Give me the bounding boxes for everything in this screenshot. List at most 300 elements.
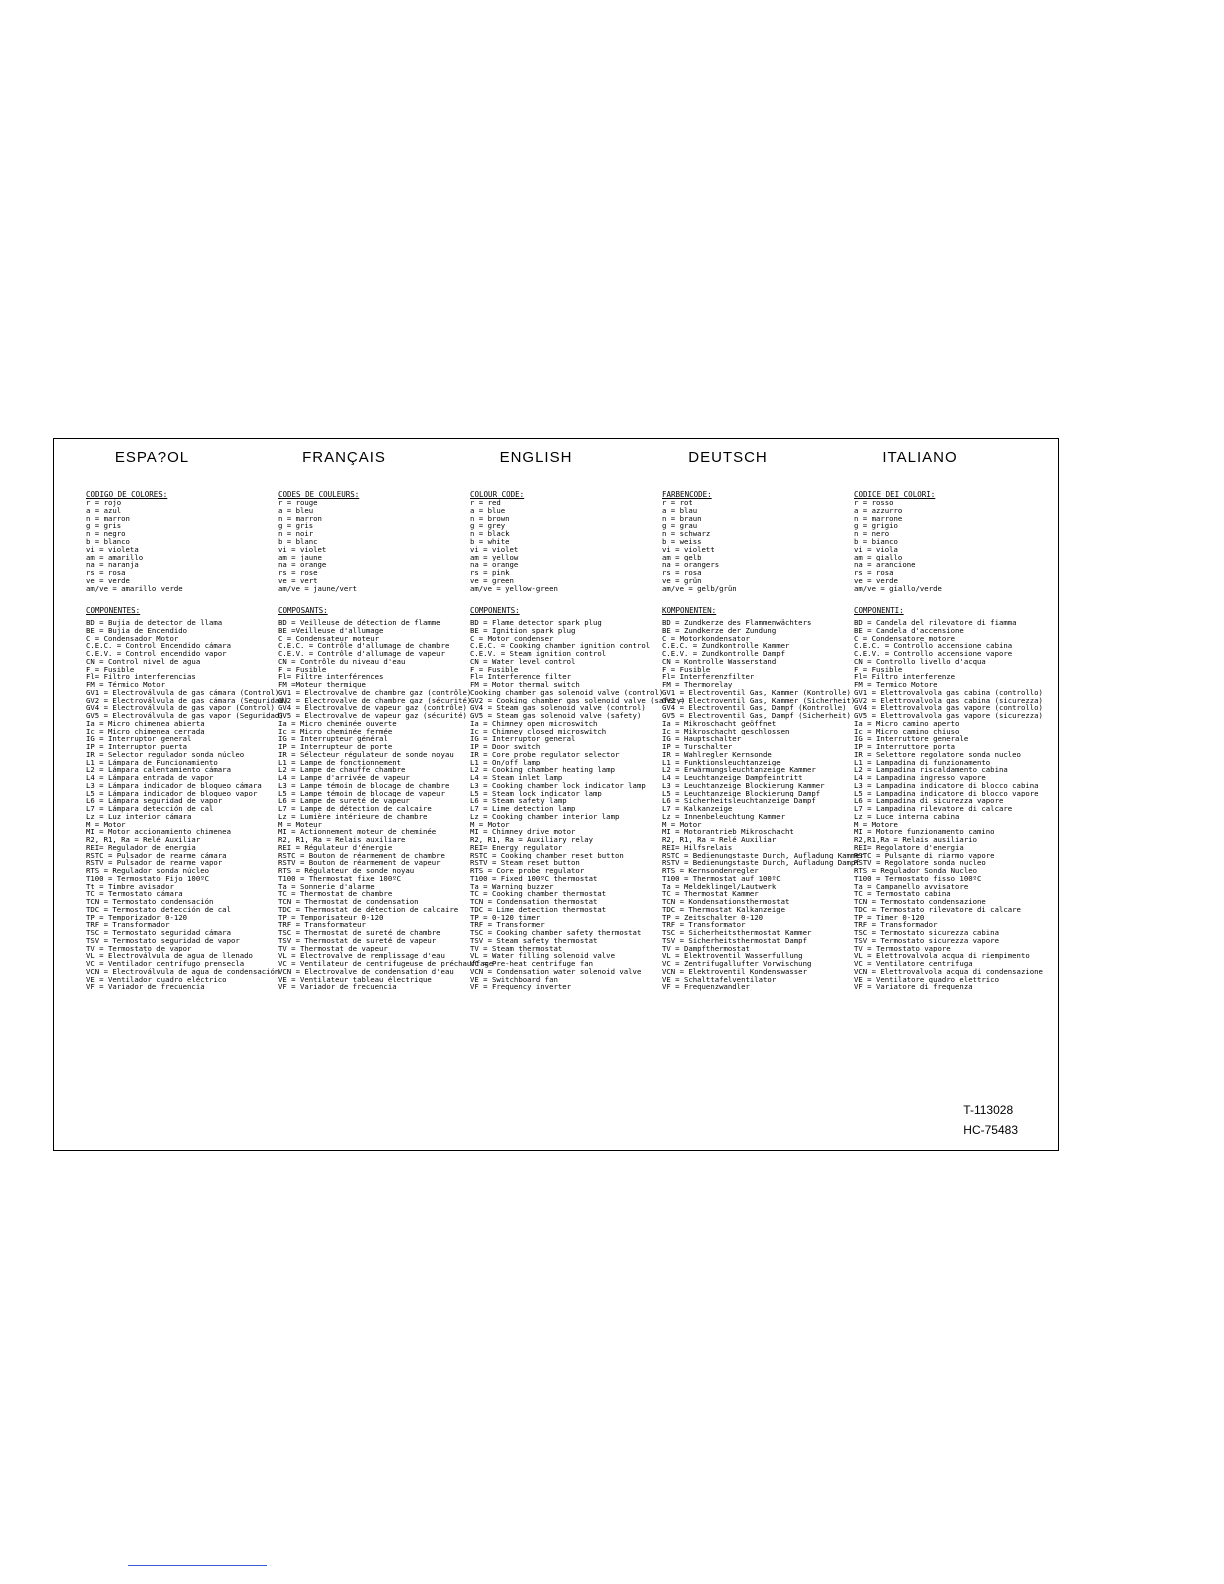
component-entry: L7 = Kalkanzeige (662, 805, 733, 813)
component-entry: RTS = Kernsondenregler (662, 867, 759, 875)
component-entry: VE = Switchboard fan (470, 975, 558, 984)
component-entry: TDC = Thermostat de détection de calcaire (278, 905, 459, 914)
component-entry: VE = Ventilatore quadro elettrico (854, 975, 999, 984)
component-entry: VF = Variador de frecuencia (278, 983, 397, 991)
component-entry: FM = Térmico Motor (86, 681, 166, 689)
component-entry: Ic = Mikroschacht geschlossen (662, 727, 790, 736)
language-heading: ESPA?OL (114, 449, 190, 466)
component-entry: GV2 = Cooking chamber gas solenoid valve (safety) (470, 696, 686, 705)
color-code-entry: ve = grün (662, 576, 702, 585)
component-entry: RSTV = Pulsador de rearme vapor (86, 859, 223, 867)
component-entry: TSC = Termostato seguridad cámara (86, 929, 231, 937)
component-entry: TCN = Condensation thermostat (470, 898, 598, 906)
component-entry: IG = Interruptor general (86, 735, 192, 743)
component-entry: Ta = Warning buzzer (470, 882, 554, 891)
component-entry: RSTC = Bedienungstaste Durch, Aufladung Kammer (662, 851, 865, 860)
component-entry: L7 = Lámpara detección de cal (86, 805, 214, 813)
component-entry: RSTV = Regolatore sonda nucleo (854, 859, 986, 867)
component-entry: VC = Ventilador centrífugo prensecla (86, 960, 245, 968)
component-entry: VCN = Electroválvula de agua de condensación (86, 967, 280, 976)
component-entry: IG = Interruttore generale (854, 735, 969, 743)
component-entry: Fl= Interference filter (470, 673, 572, 681)
component-entry: L4 = Lampe d'arrivée de vapeur (278, 774, 410, 782)
color-code-entry: a = blue (470, 506, 506, 515)
color-code-entry: a = bleu (278, 506, 314, 515)
component-entry: TC = Termostato cámara (86, 890, 183, 898)
color-code-title: CODES DE COULEURS: (278, 490, 360, 499)
component-entry: VF = Variatore di frequenza (854, 983, 973, 991)
component-entry: RTS = Core probe regulator (470, 867, 585, 875)
component-entry: L1 = Lampe de fonctionnement (278, 758, 402, 767)
language-heading: ITALIANO (882, 449, 958, 466)
component-entry: VCN = Elektroventil Kondenswasser (662, 967, 807, 976)
component-entry: IG = Interrupteur général (278, 735, 388, 743)
component-entry: GV2 = Elettrovalvola gas cabina (sicurezza) (854, 696, 1043, 705)
component-entry: C.E.C. = Cooking chamber ignition control (470, 642, 651, 650)
component-entry: C = Condensador Motor (86, 634, 179, 643)
color-code-entry: n = marron (86, 514, 130, 523)
component-entry: L3 = Lámpara indicador de bloqueo cámara (86, 781, 262, 790)
component-entry: L4 = Steam inlet lamp (470, 774, 563, 782)
component-entry: IP = Interrupteur de porte (278, 743, 393, 751)
color-code-entry: g = gris (278, 522, 314, 531)
component-entry: T100 = Thermostat fixe 100ºC (278, 874, 402, 883)
component-entry: F = Fusible (86, 665, 135, 674)
color-code-entry: a = azul (86, 506, 122, 515)
component-entry: GV4 = Electroventil Gas, Dampf (Kontrolle) (662, 704, 847, 712)
component-entry: TC = Cooking chamber thermostat (470, 890, 607, 898)
component-entry: BD = Bujia de detector de llama (86, 619, 223, 627)
component-entry: Fl= Interferenzfilter (662, 673, 755, 681)
component-entry: Ia = Mikroschacht geöffnet (662, 719, 777, 728)
component-entry: MI = Chimney drive motor (470, 828, 576, 836)
color-code-entry: b = bianco (854, 537, 898, 546)
component-entry: VL = Elektroventil Wasserfullung (662, 952, 803, 960)
component-entry: BD = Flame detector spark plug (470, 619, 602, 627)
components-section (86, 607, 288, 991)
component-entry: Ia = Chimney open microswitch (470, 719, 598, 728)
color-code-entry: g = gris (86, 522, 122, 531)
component-entry: L6 = Lampadina di sicurezza vapore (854, 797, 1004, 805)
component-entry: VL = Water filling solenoid valve (470, 952, 615, 960)
drawing-code-primary: T-113028 (963, 1103, 1014, 1117)
component-entry: R2,R1,Ra = Relais ausiliario (854, 836, 978, 844)
component-entry: MI = Motor accionamiento chimenea (86, 828, 231, 836)
component-entry: TRF = Transformator (662, 921, 746, 929)
component-entry: TCN = Thermostat de condensation (278, 898, 419, 906)
color-code-entry: b = blanc (278, 537, 318, 546)
component-entry: TV = Steam thermostat (470, 944, 563, 953)
component-entry: VF = Frequency inverter (470, 983, 572, 991)
component-entry: TDC = Lime detection thermostat (470, 905, 607, 914)
component-entry: VCN = Condensation water solenoid valve (470, 967, 642, 976)
color-code-entry: r = rojo (86, 499, 122, 507)
component-entry: CN = Kontrolle Wasserstand (662, 657, 777, 666)
color-code-entry: n = brown (470, 514, 510, 523)
color-code-section (470, 491, 558, 593)
color-code-entry: g = grau (662, 522, 698, 531)
color-code-section (278, 491, 359, 593)
component-entry: L2 = Lampadina riscaldamento cabina (854, 766, 1008, 774)
component-entry: TC = Thermostat Kammer (662, 890, 759, 898)
color-code-entry: n = marron (278, 514, 322, 523)
component-entry: Ic = Micro camino chiuso (854, 727, 960, 736)
component-entry: REI= Hilfsrelais (662, 843, 733, 852)
component-entry: Lz = Cooking chamber interior lamp (470, 812, 620, 821)
components-title: KOMPONENTEN: (662, 606, 717, 615)
component-entry: T100 = Termostato fisso 100ºC (854, 874, 982, 883)
component-entry: TP = Timer 0-120 (854, 913, 925, 922)
color-code-entry: rs = pink (470, 569, 510, 577)
component-entry: RTS = Regulador Sonda Nucleo (854, 867, 978, 875)
component-entry: C.E.V. = Zundkontrolle Dampf (662, 650, 786, 658)
color-code-entry: na = orangers (662, 561, 720, 570)
component-entry: F = Fusible (662, 665, 711, 674)
component-entry: TRF = Transformateur (278, 921, 366, 929)
component-entry: BE = Ignition spark plug (470, 626, 576, 635)
component-entry: CN = Control nivel de agua (86, 657, 201, 666)
component-entry: VC = Ventilateur de centrifugeuse de préchauffage (278, 960, 494, 968)
component-entry: TP = Zeitschalter 0-120 (662, 913, 764, 922)
components-title: COMPONENTES: (86, 606, 141, 615)
component-entry: VC = Pre-heat centrifuge fan (470, 960, 594, 968)
component-entry: L1 = On/off lamp (470, 758, 541, 767)
color-code-entry: g = grigio (854, 522, 898, 531)
component-entry: M = Motor (470, 820, 510, 829)
component-entry: IP = Door switch (470, 743, 541, 751)
component-entry: R2, R1, Ra = Auxiliary relay (470, 836, 594, 844)
component-entry: VL = Electroválvula de agua de llenado (86, 952, 253, 960)
component-entry: RSTV = Bedienungstaste Durch, Aufladung Dampf (662, 859, 860, 867)
component-entry: T100 = Fixed 100ºC thermostat (470, 874, 598, 883)
color-code-entry: ve = verde (854, 576, 898, 585)
color-code-entry: rs = rosa (854, 569, 894, 577)
color-code-entry: am = yellow (470, 553, 519, 562)
component-entry: F = Fusible (854, 665, 903, 674)
component-entry: BE = Bujia de Encendido (86, 626, 188, 635)
component-entry: C.E.V. = Controllo accensione vapore (854, 650, 1013, 658)
component-entry: R2, R1, Ra = Relé Auxiliar (662, 836, 777, 844)
legend-sheet (53, 438, 1059, 1151)
component-entry: L4 = Lámpara entrada de vapor (86, 774, 214, 782)
component-entry: C.E.C. = Control Encendido cámara (86, 642, 231, 650)
component-entry: FM = Motor thermal switch (470, 681, 580, 689)
component-entry: L7 = Lime detection lamp (470, 805, 576, 813)
component-entry: Ic = Chimney closed microswitch (470, 727, 607, 736)
component-entry: GV1 = Electroventil Gas, Kammer (Kontrolle) (662, 688, 851, 697)
component-entry: M = Moteur (278, 820, 322, 829)
component-entry: R2, R1, Ra = Relais auxiliare (278, 836, 406, 844)
component-entry: GV1 = Elettrovalvola gas cabina (controllo) (854, 688, 1043, 697)
color-code-entry: r = rouge (278, 499, 318, 507)
component-entry: CN = Contrôle du niveau d'eau (278, 657, 406, 666)
component-entry: TV = Thermostat de vapeur (278, 944, 388, 953)
component-entry: TSV = Steam safety thermostat (470, 936, 598, 945)
component-entry: VE = Ventilador cuadro eléctrico (86, 975, 227, 984)
color-code-title: COLOUR CODE: (470, 490, 525, 499)
component-entry: TV = Termostato vapore (854, 944, 951, 953)
component-entry: RSTC = Pulsante di riarmo vapore (854, 851, 995, 860)
bottom-link-underline (128, 1565, 267, 1566)
component-entry: C.E.V. = Steam ignition control (470, 650, 607, 658)
color-code-entry: am = jaune (278, 553, 322, 562)
component-entry: Ia = Micro cheminée ouverte (278, 719, 397, 728)
component-entry: VL = Elettrovalvola acqua di riempimento (854, 952, 1030, 960)
component-entry: GV5 = Elettrovalvola gas vapore (sicurezza) (854, 712, 1043, 720)
color-code-entry: am/ve = gelb/grün (662, 584, 737, 593)
component-entry: IP = Interruptor puerta (86, 743, 188, 751)
component-entry: VF = Variador de frecuencia (86, 983, 205, 991)
components-title: COMPONENTI: (854, 606, 904, 615)
component-entry: GV5 = Electroválvula de gas vapor (Seguridad) (86, 712, 284, 720)
color-code-entry: ve = green (470, 576, 514, 585)
component-entry: TSC = Cooking chamber safety thermostat (470, 929, 642, 937)
component-entry: TCN = Kondensationsthermostat (662, 898, 790, 906)
color-code-entry: na = orange (470, 561, 519, 570)
component-entry: TRF = Transformador (854, 921, 938, 929)
components-title: COMPONENTS: (470, 606, 520, 615)
component-entry: TC = Termostato cabina (854, 890, 951, 898)
component-entry: L4 = Lampadina ingresso vapore (854, 774, 986, 782)
component-entry: IR = Selector regulador sonda núcleo (86, 750, 245, 759)
color-code-entry: vi = violett (662, 545, 715, 554)
components-section (470, 607, 685, 991)
color-code-entry: r = red (470, 499, 501, 507)
component-entry: VE = Schalttafelventilator (662, 975, 777, 984)
component-entry: TCN = Termostato condensazione (854, 898, 986, 906)
color-code-entry: am = amarillo (86, 553, 144, 562)
component-entry: Ic = Micro chimenea cerrada (86, 727, 205, 736)
component-entry: M = Motor (86, 820, 126, 829)
components-section (854, 607, 1043, 991)
drawing-code-secondary: HC-75483 (963, 1123, 1018, 1137)
component-entry: REI = Régulateur d'énergie (278, 843, 393, 852)
color-code-entry: n = black (470, 530, 510, 538)
component-entry: TP = 0-120 timer (470, 913, 541, 922)
color-code-entry: vi = violet (470, 545, 519, 554)
component-entry: L6 = Sicherheitsleuchtanzeige Dampf (662, 797, 816, 805)
component-entry: VF = Frequenzwandler (662, 983, 750, 991)
language-heading: ENGLISH (499, 449, 573, 466)
component-entry: TRF = Transformador (86, 921, 170, 929)
color-code-entry: n = schwarz (662, 530, 711, 538)
component-entry: GV2 = Electroventil Gas, Kammer (Sicherheit) (662, 696, 856, 705)
component-entry: BD = Zundkerze des Flammenwächters (662, 619, 812, 627)
components-section (662, 607, 864, 991)
component-entry: TDC = Termostato detección de cal (86, 905, 231, 914)
component-entry: GV5 = Électrovalve de vapeur gaz (sécurité) (278, 712, 467, 720)
component-entry: TSV = Termostato seguridad de vapor (86, 936, 240, 945)
component-entry: TDC = Termostato rilevatore di calcare (854, 905, 1021, 914)
component-entry: L6 = Lámpara seguridad de vapor (86, 797, 223, 805)
component-entry: L6 = Steam safety lamp (470, 797, 567, 805)
color-code-entry: r = rot (662, 499, 693, 507)
component-entry: L1 = Funktionsleuchtanzeige (662, 758, 781, 767)
color-code-entry: b = blanco (86, 537, 130, 546)
color-code-entry: na = naranja (86, 561, 139, 570)
component-entry: GV4 = Steam gas solenoid valve (control) (470, 704, 646, 712)
color-code-entry: vi = viola (854, 545, 898, 554)
color-code-section (86, 491, 183, 593)
color-code-entry: vi = violet (278, 545, 327, 554)
component-entry: VE = Ventilateur tableau électrique (278, 975, 432, 984)
component-entry: GV4 = Elettrovalvola gas vapore (controllo) (854, 704, 1043, 712)
component-entry: L1 = Lámpara de Funcionamiento (86, 758, 218, 767)
component-entry: IR = Selettore regolatore sonda nucleo (854, 750, 1021, 759)
color-code-section (854, 491, 942, 593)
color-code-entry: r = rosso (854, 499, 894, 507)
component-entry: L5 = Lámpara indicador de bloqueo vapor (86, 789, 258, 798)
component-entry: C.E.C. = Controllo accensione cabina (854, 642, 1013, 650)
component-entry: GV5 = Steam gas solenoid valve (safety) (470, 712, 642, 720)
color-code-entry: am/ve = yellow-green (470, 584, 558, 593)
component-entry: L2 = Cooking chamber heating lamp (470, 766, 615, 774)
component-entry: BE =Veilleuse d'allumage (278, 626, 384, 635)
component-entry: TP = Temporisateur 0-120 (278, 913, 384, 922)
component-entry: IR = Sélecteur régulateur de sonde noyau (278, 750, 454, 759)
component-entry: CN = Water level control (470, 657, 576, 666)
component-entry: RSTC = Pulsador de rearme cámara (86, 851, 227, 860)
component-entry: T100 = Thermostat auf 100ºC (662, 874, 781, 883)
color-code-entry: n = braun (662, 514, 702, 523)
component-entry: RSTV = Steam reset button (470, 859, 580, 867)
color-code-entry: n = marrone (854, 514, 903, 523)
component-entry: REI= Energy regulator (470, 843, 563, 852)
component-entry: RSTV = Bouton de réarmement de vapeur (278, 859, 441, 867)
component-entry: IP = Interruttore porta (854, 743, 956, 751)
component-entry: VCN = Elettrovalvola acqua di condensazione (854, 967, 1043, 976)
component-entry: T100 = Termostato Fijo 100ºC (86, 874, 210, 883)
component-entry: TRF = Transformer (470, 921, 545, 929)
component-entry: L2 = Lámpara calentamiento cámara (86, 766, 231, 774)
component-entry: TSC = Termostato sicurezza cabina (854, 929, 999, 937)
component-entry: TSV = Sicherheitsthermostat Dampf (662, 936, 807, 945)
component-entry: L7 = Lampe de détection de calcaire (278, 805, 432, 813)
component-entry: Cooking chamber gas solenoid valve (control) (470, 688, 664, 697)
component-entry: REI= Regolatore d'energia (854, 843, 964, 852)
color-code-entry: am = giallo (854, 553, 903, 562)
color-code-entry: g = grey (470, 522, 506, 531)
component-entry: FM =Moteur thermique (278, 681, 366, 689)
drawing-codes (963, 1100, 1018, 1140)
component-entry: TSC = Sicherheitsthermostat Kammer (662, 929, 812, 937)
component-entry: C.E.V. = Control encendido vapor (86, 650, 227, 658)
component-entry: VL = Électrovalve de remplissage d'eau (278, 952, 445, 960)
component-entry: REI= Regulador de energía (86, 843, 196, 852)
component-entry: C.E.V. = Contrôle d'allumage de vapeur (278, 650, 445, 658)
color-code-entry: na = orange (278, 561, 327, 570)
component-entry: MI = Motore funzionamento camino (854, 828, 995, 836)
component-entry: TSV = Thermostat de sureté de vapeur (278, 936, 437, 945)
component-entry: IR = Wahlregler Kernsonde (662, 750, 772, 759)
color-code-entry: rs = rose (278, 569, 318, 577)
color-code-entry: am/ve = amarillo verde (86, 584, 183, 593)
component-entry: L3 = Lampadina indicatore di blocco cabina (854, 781, 1039, 790)
color-code-section (662, 491, 737, 593)
color-code-entry: rs = rosa (662, 569, 702, 577)
component-entry: GV4 = Électrovalve de vapeur gaz (contrôle) (278, 704, 467, 712)
color-code-entry: rs = rosa (86, 569, 126, 577)
color-code-entry: n = negro (86, 530, 126, 538)
component-entry: TCN = Termostato condensación (86, 898, 214, 906)
color-code-entry: ve = vert (278, 576, 318, 585)
color-code-entry: ve = verde (86, 576, 130, 585)
component-entry: Ta = Campanello avvisatore (854, 882, 969, 891)
component-entry: RTS = Régulateur de sonde noyau (278, 867, 415, 875)
color-code-entry: am/ve = giallo/verde (854, 584, 942, 593)
component-entry: BE = Zundkerze der Zundung (662, 626, 777, 635)
component-entry: FM = Thermorelay (662, 681, 733, 689)
color-code-entry: b = weiss (662, 537, 702, 546)
component-entry: GV1 = Electroválvula de gas cámara (Control) (86, 688, 280, 697)
component-entry: Ia = Micro camino aperto (854, 719, 960, 728)
component-entry: C = Condensatore motore (854, 634, 956, 643)
component-entry: RTS = Regulador sonda núcleo (86, 867, 210, 875)
component-entry: L3 = Leuchtanzeige Blockierung Kammer (662, 781, 825, 790)
component-entry: GV5 = Electroventil Gas, Dampf (Sicherheit) (662, 712, 851, 720)
component-entry: GV2 = Électrovalve de chambre gaz (sécurité) (278, 696, 472, 705)
color-code-entry: a = azzurro (854, 506, 903, 515)
component-entry: GV1 = Électrovalve de chambre gaz (contrôle) (278, 688, 472, 697)
color-code-title: CODICE DEI COLORI: (854, 490, 936, 499)
component-entry: IG = Hauptschalter (662, 735, 742, 743)
component-entry: L5 = Lampe témoin de blocage de vapeur (278, 789, 445, 798)
component-entry: Ta = Sonnerie d'alarme (278, 882, 375, 891)
component-entry: L5 = Lampadina indicatore di blocco vapore (854, 789, 1039, 798)
component-entry: MI = Actionnement moteur de cheminée (278, 828, 437, 836)
component-entry: Lz = Innenbeleuchtung Kammer (662, 812, 786, 821)
component-entry: GV4 = Electroválvula de gas vapor (Control) (86, 704, 275, 712)
component-entry: TDC = Thermostat Kalkanzeige (662, 905, 786, 914)
component-entry: Fl= Filtro interferencias (86, 673, 196, 681)
component-entry: TC = Thermostat de chambre (278, 890, 393, 898)
color-code-title: FARBENCODE: (662, 490, 712, 499)
component-entry: Ta = Meldeklingel/Lautwerk (662, 882, 777, 891)
component-entry: BD = Candela del rilevatore di fiamma (854, 619, 1017, 627)
component-entry: TSV = Termostato sicurezza vapore (854, 936, 999, 945)
component-entry: Lz = Lumière intérieure de chambre (278, 812, 428, 821)
components-section (278, 607, 493, 991)
component-entry: VC = Zentrifugallufter Vorwischung (662, 960, 812, 968)
component-entry: GV2 = Electroválvula de gas cámara (Seguridad) (86, 696, 289, 705)
component-entry: L3 = Lampe témoin de blocage de chambre (278, 781, 450, 790)
component-entry: L7 = Lampadina rilevatore di calcare (854, 805, 1013, 813)
color-code-entry: am = gelb (662, 553, 702, 562)
component-entry: C.E.C. = Contrôle d'allumage de chambre (278, 642, 450, 650)
component-entry: Lz = Luce interna cabina (854, 812, 960, 821)
component-entry: RSTC = Cooking chamber reset button (470, 851, 624, 860)
component-entry: VCN = Électrovalve de condensation d'eau (278, 967, 454, 976)
component-entry: C.E.C. = Zundkontrolle Kammer (662, 642, 790, 650)
language-heading: DEUTSCH (688, 449, 768, 466)
component-entry: Fl= Filtro interferenze (854, 673, 956, 681)
color-code-entry: a = blau (662, 506, 698, 515)
component-entry: VC = Ventilatore centrifuga (854, 960, 973, 968)
component-entry: Lz = Luz interior cámara (86, 812, 192, 821)
component-entry: IG = Interruptor general (470, 735, 576, 743)
component-entry: C = Motorkondensator (662, 634, 750, 643)
color-code-entry: na = arancione (854, 561, 916, 570)
component-entry: CN = Controllo livello d'acqua (854, 657, 986, 666)
component-entry: Tt = Timbre avisador (86, 882, 174, 891)
component-entry: L3 = Cooking chamber lock indicator lamp (470, 781, 646, 790)
components-title: COMPOSANTS: (278, 606, 328, 615)
component-entry: L5 = Leuchtanzeige Blockierung Dampf (662, 789, 821, 798)
color-code-entry: vi = violeta (86, 545, 139, 554)
component-entry: BD = Veilleuse de détection de flamme (278, 619, 441, 627)
component-entry: L5 = Steam lock indicator lamp (470, 789, 602, 798)
component-entry: L4 = Leuchtanzeige Dampfeintritt (662, 774, 803, 782)
